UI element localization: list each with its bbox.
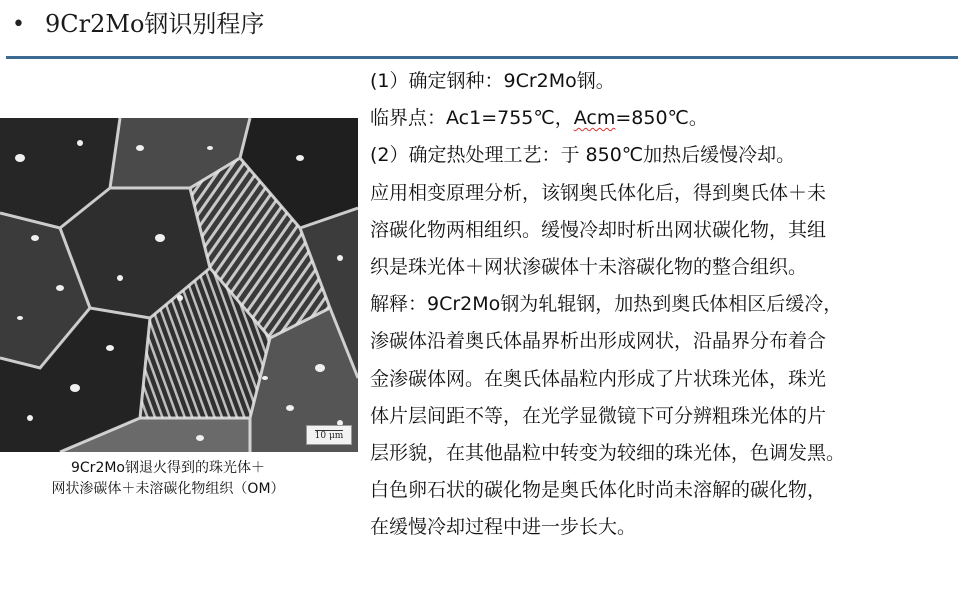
text-line: 金渗碳体网。在奥氏体晶粒内形成了片状珠光体，珠光 [370, 367, 827, 390]
text-line [370, 100, 950, 137]
body-text [370, 63, 950, 546]
text-line: 溶碳化物两相组织。缓慢冷却时析出网状碳化物，其组 [370, 218, 827, 241]
scale-bar-box [306, 425, 352, 445]
bullet-point: • [12, 12, 25, 37]
text-line: 层形貌，在其他晶粒中转变为较细的珠光体，色调发黑。 [370, 441, 846, 464]
micrograph-graphic [0, 118, 358, 452]
caption-line: 9Cr2Mo钢退火得到的珠光体＋ [71, 460, 265, 476]
text-line: 应用相变原理分析，该钢奥氏体化后，得到奥氏体＋未 [370, 181, 827, 204]
slide-header [0, 0, 958, 56]
text-line: 织是珠光体＋网状渗碳体十未溶碳化物的整合组织。 [370, 255, 808, 278]
title-divider [6, 56, 958, 59]
text-line: 在缓慢冷却过程中进一步长大。 [370, 516, 637, 539]
text-line: 白色卵石状的碳化物是奥氏体化时尚未溶解的碳化物， [370, 479, 827, 502]
text-line: (1）确定钢种：9Cr2Mo钢。 [370, 70, 615, 92]
critical-point-suffix: =850℃。 [615, 107, 708, 130]
figure-caption [0, 458, 336, 500]
text-line: 解释：9Cr2Mo钢为轧辊钢，加热到奥氏体相区后缓冷， [370, 293, 843, 316]
text-line: (2）确定热处理工艺：于 850℃加热后缓慢冷却。 [370, 144, 796, 167]
micrograph-image [0, 118, 358, 452]
scale-label: 10 μm [314, 431, 344, 441]
text-line: 渗碳体沿着奥氏体晶界析出形成网状，沿晶界分布着合 [370, 330, 827, 353]
caption-line: 网状渗碳体＋未溶碳化物组织（OM） [51, 481, 285, 497]
text-line: 体片层间距不等，在光学显微镜下可分辨粗珠光体的片 [370, 404, 827, 427]
slide-title: 9Cr2Mo钢识别程序 [45, 10, 265, 38]
critical-point-prefix: 临界点：Ac1=755℃， [370, 107, 574, 130]
acm-term: Acm [573, 107, 616, 130]
